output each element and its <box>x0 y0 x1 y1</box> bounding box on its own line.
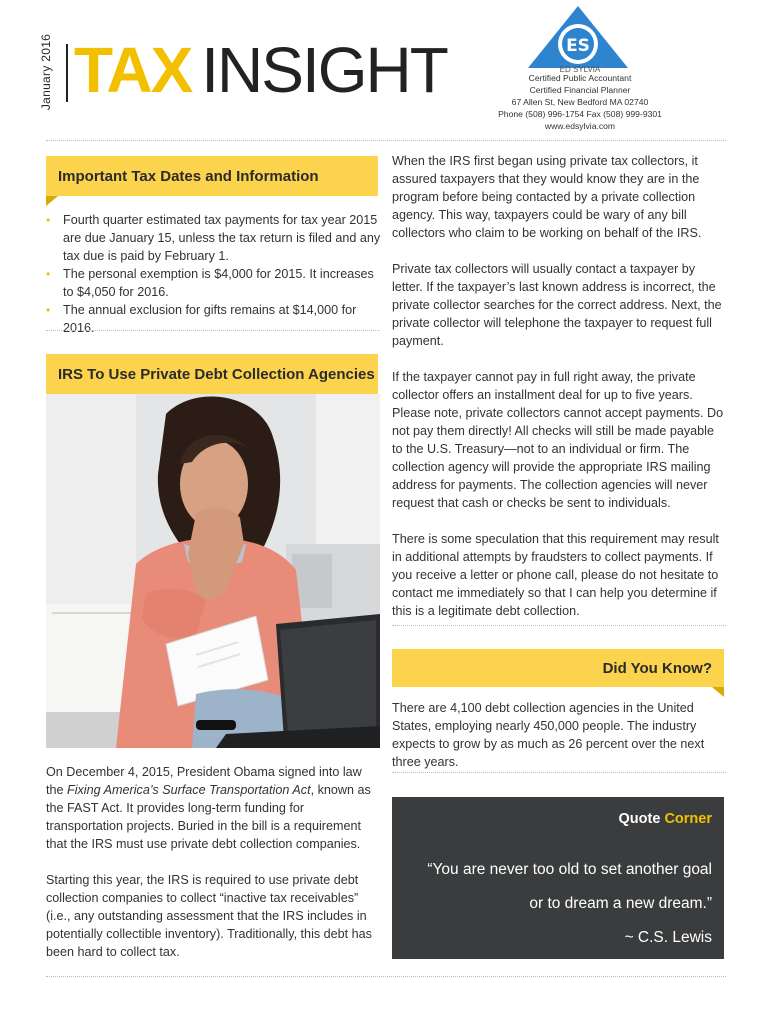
quote-text <box>402 853 712 955</box>
tax-dates-heading: Important Tax Dates and Information <box>46 156 378 196</box>
banner-fold <box>712 687 724 697</box>
header-divider <box>46 140 726 141</box>
article-paragraph: There is some speculation that this requirement may result in additional attempts by fraudsters to collect payments. If you receive a letter or phone call, please do not hesitate to contact me immediately so that I can help you determine if this is a legitimate debt collection. <box>392 532 719 618</box>
right-column-body <box>392 152 724 638</box>
quote-attribution: ~ C.S. Lewis <box>624 929 712 946</box>
irs-paragraph: On December 4, 2015, President Obama signed into law the Fixing America’s Surface Transportation Act, known as the FAST Act. It provides long-term funding for transportation projects. Buried in the bill is a requirement that the IRS must use private debt collection companies. <box>46 765 371 851</box>
article-paragraph: If the taxpayer cannot pay in full right away, the private collector offers an installment deal for up to five years. Please note, private collectors cannot accept payments. Do not pay them directly! All checks will still be made payable to the U.S. Treasury—not to an individual or firm. The collection agency will provide the appropriate IRS mailing address for payments. The collection agencies will never request that cash or checks be sent to individuals. <box>392 370 724 510</box>
irs-paragraph: Starting this year, the IRS is required to use private debt collection companies to collect “inactive tax receivables” (i.e., any outstanding assessment that the IRS includes in potentially collectible inventory). Traditionally, this debt has been hard to collect tax. <box>46 873 372 959</box>
title-insight: INSIGHT <box>201 34 447 106</box>
quote-line: or to dream a new dream.” <box>529 895 712 912</box>
banner-fold <box>46 196 58 206</box>
list-item: • The annual exclusion for gifts remains at $14,000 for 2016. <box>46 301 384 337</box>
title-tax: TAX <box>74 34 192 106</box>
article-paragraph: Private tax collectors will usually contact a taxpayer by letter. If the taxpayer’s last known address is incorrect, the private collector searches for the correct address. Next, the private collector will telephone the taxpayer to request full payment. <box>392 262 722 348</box>
footer-divider <box>46 976 726 977</box>
firm-contact <box>480 66 680 132</box>
did-you-know-text: There are 4,100 debt collection agencies in the United States, employing nearly 450,000 people. The industry expects to grow by as much as 26 percent over the next three years. <box>392 701 705 769</box>
firm-credential-cfp: Certified Financial Planner <box>529 85 631 95</box>
list-item: • The personal exemption is $4,000 for 2015. It increases to $4,050 for 2016. <box>46 265 384 301</box>
section-divider <box>392 772 726 773</box>
newsletter-title <box>74 36 447 104</box>
did-you-know-heading: Did You Know? <box>392 649 724 687</box>
tax-dates-list <box>46 211 384 337</box>
woman-reading-letter-photo <box>46 394 380 748</box>
firm-credential-cpa: Certified Public Accountant <box>528 73 632 83</box>
section-divider <box>46 330 380 331</box>
issue-date: January 2016 <box>39 33 54 111</box>
article-paragraph: When the IRS first began using private tax collectors, it assured taxpayers that they would know they are in the program before being contacted by a private collection agency. This way, taxpayers could be wary of any bill collectors who claim to be working on behalf of the IRS. <box>392 154 702 240</box>
list-item: • Fourth quarter estimated tax payments for tax year 2015 are due January 15, unless the tax return is filed and any tax due is paid by February 1. <box>46 211 384 265</box>
title-divider <box>66 44 68 102</box>
quote-corner-title: Quote Corner <box>618 811 712 827</box>
quote-line: “You are never too old to set another goal <box>427 861 712 878</box>
irs-section-body <box>46 763 376 979</box>
firm-phone: Phone (508) 996-1754 Fax (508) 999-9301 <box>498 109 662 119</box>
firm-address: 67 Allen St, New Bedford MA 02740 <box>511 97 649 107</box>
irs-section-heading: IRS To Use Private Debt Collection Agencies <box>46 354 378 394</box>
section-divider <box>392 625 726 626</box>
logo-initials: ES <box>566 36 590 56</box>
quote-corner-box <box>392 797 724 959</box>
firm-name: ED SYLVIA <box>559 66 601 72</box>
firm-website: www.edsylvia.com <box>544 121 616 131</box>
